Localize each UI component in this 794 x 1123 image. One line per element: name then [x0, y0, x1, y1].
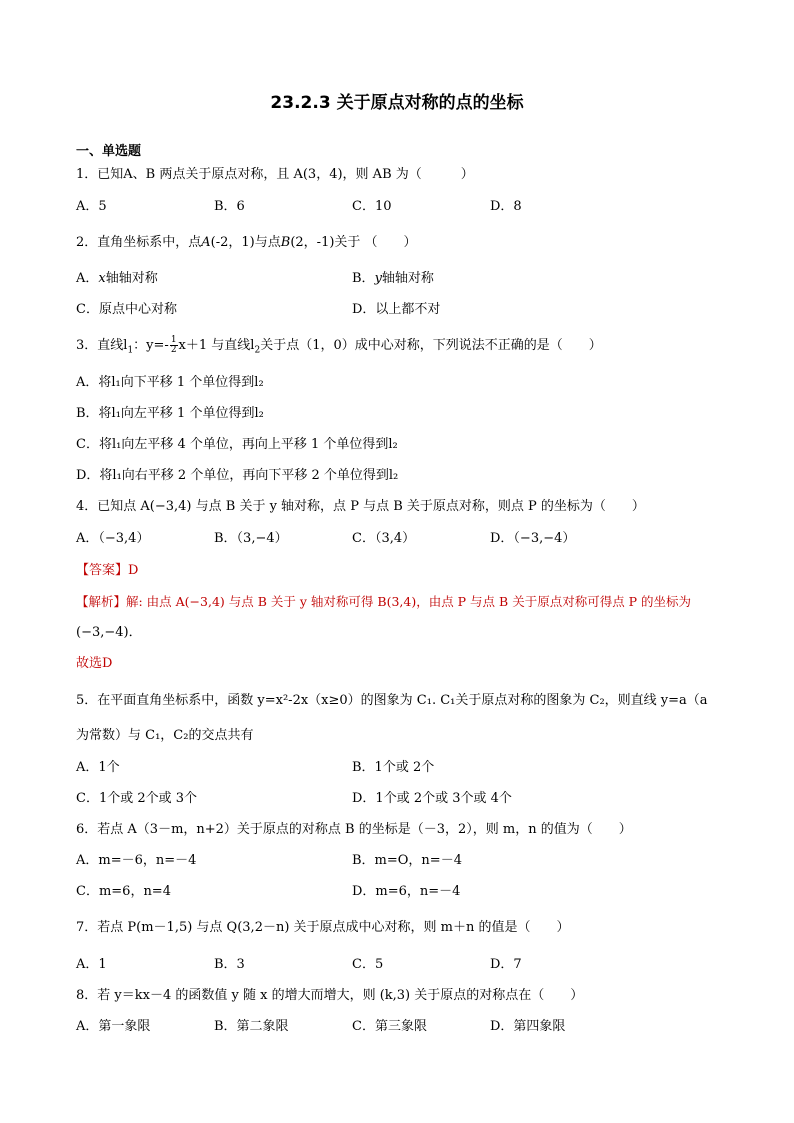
q2-stem-part-a: 2．直角坐标系中，点 — [76, 235, 202, 250]
fraction-one-half — [170, 336, 178, 355]
q2-stem-part-c: (2，-1)关于 （ ） — [290, 235, 417, 250]
q4-option-d: D．（−3,−4） — [490, 531, 576, 546]
l1-subscript: 1 — [127, 345, 134, 356]
q5-option-d: D．1个或 2个或 3个或 4个 — [352, 791, 512, 806]
q4-option-a: A．（−3,4） — [76, 531, 150, 546]
q8-option-c: C．第三象限 — [352, 1019, 427, 1034]
q6-option-c: C．m=6，n=4 — [76, 884, 171, 899]
q1-option-c: C．10 — [352, 199, 392, 214]
q2-stem-part-b: (-2，1)与点 — [210, 235, 281, 250]
q3-option-a: A．将l₁向下平移 1 个单位得到l₂ — [76, 375, 264, 390]
q7-option-d: D．7 — [490, 957, 522, 972]
q2-option-a-prefix: A． — [76, 271, 99, 286]
question-4-stem: 4．已知点 A(−3,4) 与点 B 关于 y 轴对称，点 P 与点 B 关于原点对称，则点 P 的坐标为（ ） — [76, 499, 645, 514]
q7-option-a: A．1 — [76, 957, 107, 972]
q2-option-b-prefix: B． — [352, 271, 375, 286]
q6-option-a: A．m=－6，n=－4 — [76, 853, 197, 868]
q7-option-c: C．5 — [352, 957, 384, 972]
section-heading: 一、单选题 — [76, 144, 142, 159]
q6-option-b: B．m=O，n=－4 — [352, 853, 462, 868]
q4-answer: 【答案】D — [76, 563, 139, 578]
fraction-numerator: 1 — [170, 335, 177, 345]
q3-option-c: C．将l₁向左平移 4 个单位，再向上平移 1 个单位得到l₂ — [76, 437, 398, 452]
q1-option-a: A．5 — [76, 199, 107, 214]
q2-option-a — [76, 270, 158, 288]
q8-option-b: B．第二象限 — [214, 1019, 289, 1034]
q5-option-b: B．1个或 2个 — [352, 760, 435, 775]
q8-option-d: D．第四象限 — [490, 1019, 566, 1034]
q4-option-c: C．（3,4） — [352, 531, 416, 546]
point-b-label: B — [280, 235, 291, 250]
fraction-denominator: 2 — [170, 345, 177, 355]
q4-analysis-line-2: (−3,−4)． — [76, 625, 142, 640]
q2-option-d: D．以上都不对 — [352, 302, 441, 317]
q2-option-b — [352, 270, 434, 288]
q5-option-a: A．1个 — [76, 760, 120, 775]
question-6-stem: 6．若点 A（3－m，n+2）关于原点的对称点 B 的坐标是（－3，2），则 m，n 的值为（ ） — [76, 822, 632, 837]
x-var: x — [98, 271, 106, 286]
q1-option-d: D．8 — [490, 199, 522, 214]
q4-analysis-line-1: 【解析】解: 由点 A(−3,4) 与点 B 关于 y 轴对称可得 B(3,4)，由点 P 与点 B 关于原点对称可得点 P 的坐标为 — [76, 594, 692, 609]
q2-option-c: C．原点中心对称 — [76, 302, 177, 317]
q5-option-c: C．1个或 2个或 3个 — [76, 791, 198, 806]
q7-option-b: B．3 — [214, 957, 245, 972]
question-2-stem — [76, 234, 417, 252]
y-var: y — [374, 271, 382, 286]
q3-option-b: B．将l₁向左平移 1 个单位得到l₂ — [76, 406, 264, 421]
question-7-stem: 7．若点 P(m－1,5) 与点 Q(3,2－n) 关于原点成中心对称，则 m＋n 的值是（ ） — [76, 920, 570, 935]
q3-option-d: D．将l₁向右平移 2 个单位，再向下平移 2 个单位得到l₂ — [76, 468, 399, 483]
question-1-stem: 1．已知A、B 两点关于原点对称，且 A(3，4)，则 AB 为（ ） — [76, 167, 474, 182]
q4-option-b: B．（3,−4） — [214, 531, 288, 546]
point-a-label: A — [201, 235, 211, 250]
question-5-stem-line-2: 为常数）与 C₁，C₂的交点共有 — [76, 728, 254, 743]
q3-stem-part-d: 关于点（1，0）成中心对称，下列说法不正确的是（ ） — [260, 338, 602, 353]
question-5-stem-line-1: 5．在平面直角坐标系中，函数 y=x²-2x（x≥0）的图象为 C₁. C₁关于原点对称的图象为 C₂，则直线 y=a（a — [76, 693, 708, 708]
l2-subscript: 2 — [254, 345, 261, 356]
q8-option-a: A．第一象限 — [76, 1019, 151, 1034]
question-3-stem — [76, 336, 602, 360]
q2-option-a-text: 轴轴对称 — [105, 271, 158, 286]
q3-stem-part-c: x＋1 与直线l — [178, 338, 255, 353]
q1-option-b: B．6 — [214, 199, 245, 214]
q2-option-b-text: 轴轴对称 — [381, 271, 434, 286]
q4-conclusion: 故选D — [76, 656, 113, 671]
q3-stem-part-a: 3．直线l — [76, 338, 128, 353]
q6-option-d: D．m=6，n=－4 — [352, 884, 461, 899]
question-8-stem: 8．若 y＝kx－4 的函数值 y 随 x 的增大而增大，则 (k,3) 关于原点的对称点在（ ） — [76, 988, 584, 1003]
page-title: 23.2.3 关于原点对称的点的坐标 — [270, 93, 524, 113]
q3-stem-part-b: ：y=- — [133, 338, 169, 353]
